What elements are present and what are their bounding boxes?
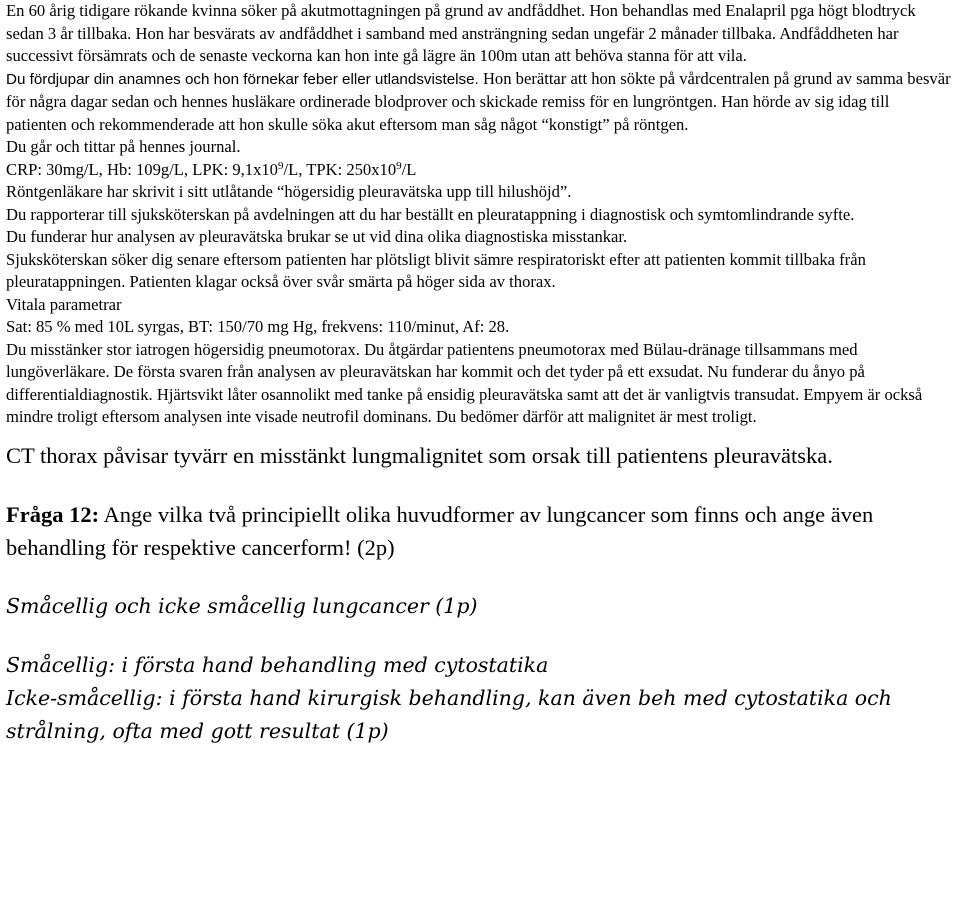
- pleural-tap-order: Du rapporterar till sjuksköterskan på avdelningen att du har beställt en pleuratappning i diagnostisk och symtomlindrande syfte.: [6, 204, 855, 224]
- analysis-thought: Du funderar hur analysen av pleuravätska brukar se ut vid dina olika diagnostiska misstankar.: [6, 227, 628, 246]
- answer-non-small-cell: Icke-småcellig: i första hand kirurgisk behandling, kan även beh med cytostatika och strålning, ofta med gott resultat (1p): [6, 685, 892, 743]
- question-label: Fråga 12:: [6, 501, 100, 527]
- ct-statement: CT thorax påvisar tyvärr en misstänkt lungmalignitet som orsak till patientens pleuravätska.: [6, 442, 833, 468]
- case-anamnesis: Du fördjupar din anamnes och hon förnekar feber eller utlandsvistelse.: [6, 70, 479, 88]
- case-progression: Andfåddheten har successivt försämrats och de senaste veckorna kan hon inte gå lägre än 100m utan att behöva stanna för att vila.: [6, 23, 899, 65]
- vitals-heading: Vitala parametrar: [6, 294, 122, 314]
- deterioration-note: Sjuksköterskan söker dig senare eftersom patienten har plötsligt blivit sämre respiratoriskt efter att patienten kommit tillbaka från pleuratappningen. Patienten klagar också över svår smärta på höger sida av thorax.: [6, 249, 866, 291]
- radiology-report: Röntgenläkare har skrivit i sitt utlåtande “högersidig pleuravätska upp till hilushöjd”.: [6, 182, 572, 201]
- case-journal: Du går och tittar på hennes journal.: [6, 137, 241, 156]
- answer-forms: Småcellig och icke småcellig lungcancer (1p): [6, 593, 478, 618]
- question-12: [6, 498, 954, 564]
- pneumothorax-management: Du misstänker stor iatrogen högersidig pneumotorax. Du åtgärdar patientens pneumotorax med Bülau-dränage tillsammans med lungöverläkare. De första svaren från analysen av pleuravätskan har kommit och det tyder på ett exsudat. Nu funderar du ånyo på differentialdiagnostik. Hjärtsvikt låter osannolikt med tanke på ensidig pleuravätska samt att det är vanligtvis transudat. Empyem är också mindre troligt eftersom analysen inte visade neutrofil dominans. Du bedömer därför att malignitet är mest troligt.: [6, 339, 923, 426]
- case-intro: En 60 årig tidigare rökande kvinna söker på akutmottagningen på grund av andfåddhet. Hon behandlas med Enalapril pga högt blodtryck sedan 3 år tillbaka. Hon har besvärats av andfåddhet i samband med ansträngning sedan ungefär 2 månader tillbaka.: [6, 1, 916, 43]
- case-history: Hon berättar att hon sökte på vårdcentralen på grund av samma besvär för några dagar sedan och hennes husläkare ordinerade blodprover och skickade remiss för en lungröntgen. Han hörde av sig idag till patienten och rekommenderade att hon skulle söka akut eftersom man såg något “konstigt” på röntgen.: [6, 68, 951, 134]
- case-description: [6, 0, 954, 429]
- case-paragraph: [6, 68, 954, 137]
- question-text: Ange vilka två principiellt olika huvudformer av lungcancer som finns och ange även behandling för respektive cancerform! (2p): [6, 501, 874, 560]
- answer-small-cell: Småcellig: i första hand behandling med cytostatika: [6, 652, 549, 677]
- lab-values: CRP: 30mg/L, Hb: 109g/L, LPK: $9,1x10^9/L$, TPK: $250x10^9/L$: [6, 159, 417, 179]
- vitals-values: Sat: 85 % med 10L syrgas, BT: 150/70 mg Hg, frekvens: 110/minut, Af: 28.: [6, 317, 510, 336]
- case-paragraph: [6, 0, 954, 68]
